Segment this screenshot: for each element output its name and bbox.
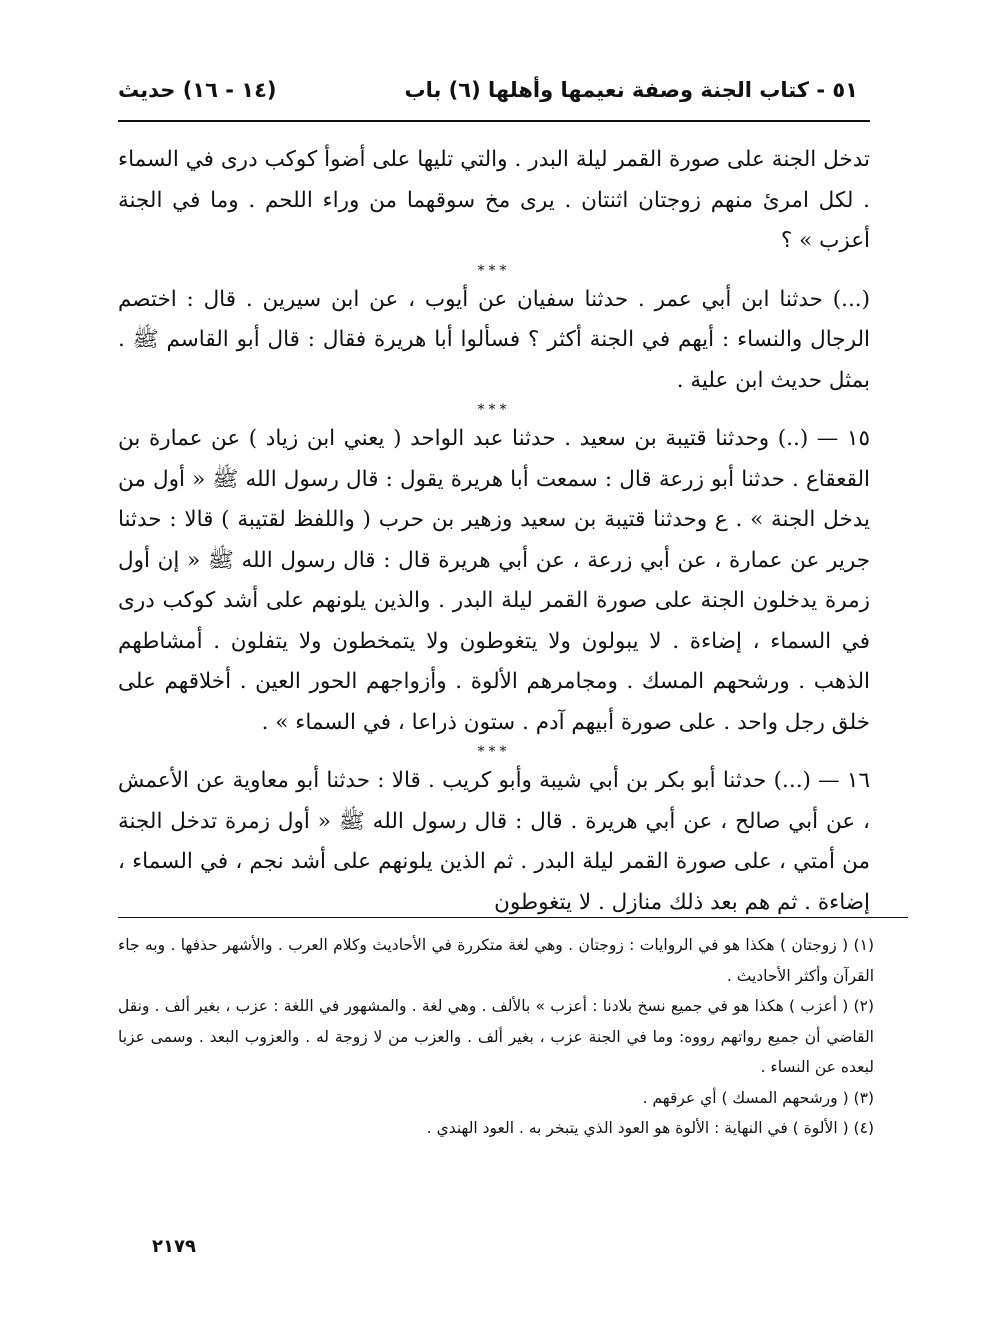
- footnotes: [118, 930, 874, 1144]
- section-separator: ***: [477, 262, 511, 279]
- header-hadith-range: (١٤ - ١٦) حديث: [118, 78, 277, 102]
- paragraph-continuation: تدخل الجنة على صورة القمر ليلة البدر . والتي تليها على أضوأ كوكب درى في السماء . لكل امرئ منهم زوجتان اثنتان . يرى مخ سوقهما من وراء اللحم . وما في الجنة أعزب » ؟: [118, 147, 870, 253]
- main-text: [118, 140, 870, 923]
- footnote-3: (٣) ( ورشحهم المسك ) أي عرقهم .: [642, 1088, 874, 1107]
- running-header: [118, 70, 858, 110]
- page-number: ٢١٧٩: [152, 1236, 196, 1257]
- footnote-4: (٤) ( الألوة ) في النهاية : الألوة هو العود الذي يتبخر به . العود الهندي .: [426, 1119, 874, 1137]
- footnote-2: (٢) ( أعزب ) هكذا هو في جميع نسخ بلادنا : أعزب » بالألف . وهي لغة . والمشهور في اللغة : عزب ، بغير ألف . ونقل القاضي أن جميع رواتهم رووه: وما في الجنة عزب ، بغير ألف . والعزب من لا زوجة له . والعزوب البعد . وسمى عزبا لبعده عن النساء .: [118, 997, 874, 1076]
- header-rule: [118, 120, 870, 122]
- hadith-16: ١٦ — (...) حدثنا أبو بكر بن أبي شيبة وأبو كريب . قالا : حدثنا أبو معاوية عن الأعمش ، عن أبي صالح ، عن أبي هريرة . قال : قال رسول الله ﷺ « أول زمرة تدخل الجنة من أمتي ، على صورة القمر ليلة البدر . ثم الذين يلونهم على أشد نجم ، في السماء ، إضاءة . ثم هم بعد ذلك منازل . لا يتغوطون: [118, 768, 870, 915]
- footnote-rule: [118, 917, 908, 918]
- section-separator: ***: [477, 744, 511, 760]
- footnote-1: (١) ( زوجتان ) هكذا هو في الروايات : زوجتان . وهي لغة متكررة في الأحاديث وكلام العرب . والأشهر حذفها . وبه جاء القرآن وأكثر الأحاديث .: [118, 936, 874, 985]
- section-separator: ***: [477, 402, 511, 418]
- header-chapter-title: ٥١ - كتاب الجنة وصفة نعيمها وأهلها (٦) باب: [404, 78, 858, 102]
- paragraph-ibn-abi-umar: (...) حدثنا ابن أبي عمر . حدثنا سفيان عن أيوب ، عن ابن سيرين . قال : اختصم الرجال والنساء : أيهم في الجنة أكثر ؟ فسألوا أبا هريرة فقال : قال أبو القاسم ﷺ . بمثل حديث ابن علية .: [118, 286, 870, 393]
- hadith-15: ١٥ — (..) وحدثنا قتيبة بن سعيد . حدثنا عبد الواحد ( يعني ابن زياد ) عن عمارة بن القعقاع . حدثنا أبو زرعة قال : سمعت أبا هريرة يقول : قال رسول الله ﷺ « أول من يدخل الجنة » . ع وحدثنا قتيبة بن سعيد وزهير بن حرب ( واللفظ لقتيبة ) قالا : حدثنا جرير عن عمارة ، عن أبي زرعة ، عن أبي هريرة قال : قال رسول الله ﷺ « إن أول زمرة يدخلون الجنة على صورة القمر ليلة البدر . والذين يلونهم على أشد كوكب درى في السماء ، إضاءة . لا يبولون ولا يتغوطون ولا يتمخطون ولا يتفلون . أمشاطهم الذهب . ورشحهم المسك . ومجامرهم الألوة . وأزواجهم الحور العين . أخلاقهم على خلق رجل واحد . على صورة أبيهم آدم . ستون ذراعا ، في السماء » .: [118, 426, 870, 735]
